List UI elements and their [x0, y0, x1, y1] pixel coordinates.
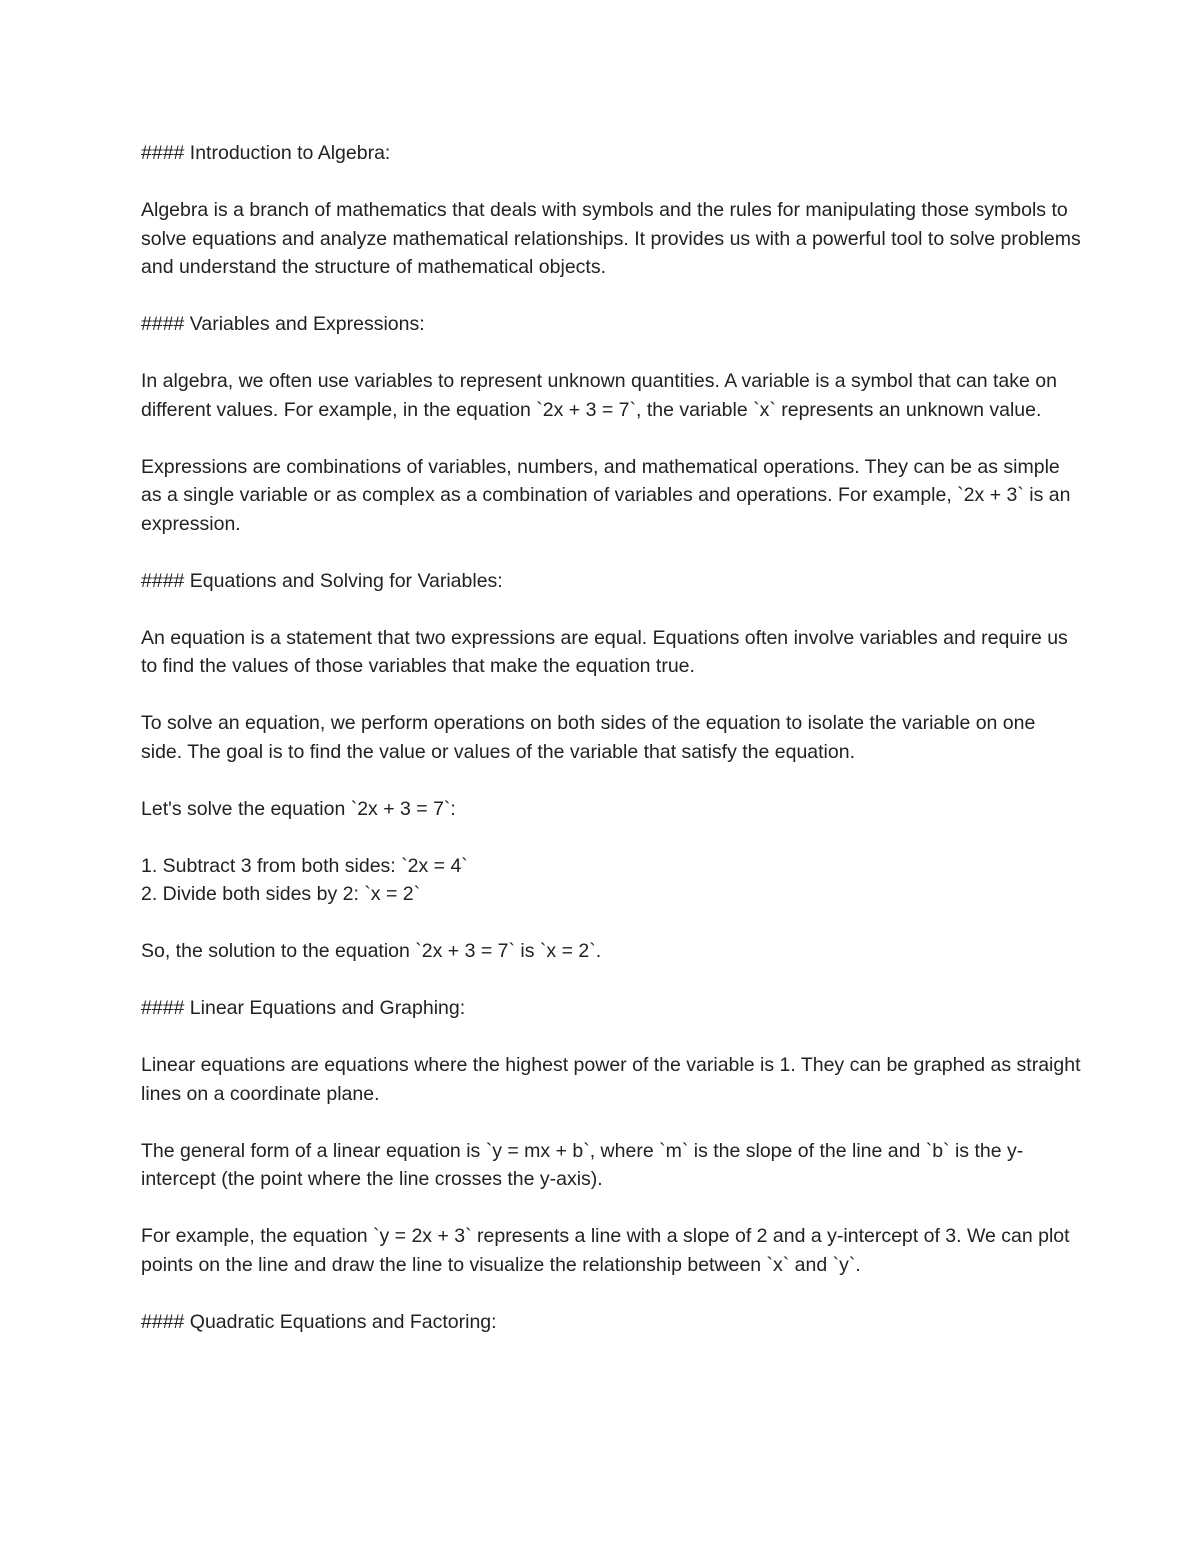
paragraph: Expressions are combinations of variables, numbers, and mathematical operations. They can be as simple as a single variable or as complex as a combination of variables and operations. For example, `2x + 3` is an expression. — [141, 455, 1071, 535]
paragraph: In algebra, we often use variables to represent unknown quantities. A variable is a symbol that can take on different values. For example, in the equation `2x + 3 = 7`, the variable `x` represents an unknown value. — [141, 370, 1057, 421]
paragraph: An equation is a statement that two expressions are equal. Equations often involve variables and require us to find the values of those variables that make the equation true. — [141, 626, 1068, 677]
solution-step: 2. Divide both sides by 2: `x = 2` — [141, 883, 421, 905]
section-heading-linear-equations: #### Linear Equations and Graphing: — [141, 997, 466, 1019]
solution-step: 1. Subtract 3 from both sides: `2x = 4` — [141, 854, 468, 877]
section-heading-equations-solving: #### Equations and Solving for Variables: — [141, 569, 503, 592]
paragraph: The general form of a linear equation is `y = mx + b`, where `m` is the slope of the line and `b` is the y-intercept (the point where the line crosses the y-axis). — [141, 1139, 1024, 1190]
section-heading-variables-expressions: #### Variables and Expressions: — [141, 313, 425, 335]
document-page — [141, 139, 1081, 1365]
section-heading-quadratic-equations: #### Quadratic Equations and Factoring: — [141, 1310, 497, 1333]
paragraph: Let's solve the equation `2x + 3 = 7`: — [141, 797, 456, 820]
paragraph: For example, the equation `y = 2x + 3` represents a line with a slope of 2 and a y-intercept of 3. We can plot points on the line and draw the line to visualize the relationship between `x` and `y`. — [141, 1225, 1070, 1276]
solution-steps-list — [141, 852, 1081, 909]
section-heading-introduction: #### Introduction to Algebra: — [141, 142, 391, 164]
solution-conclusion: So, the solution to the equation `2x + 3 = 7` is `x = 2`. — [141, 940, 602, 962]
paragraph: To solve an equation, we perform operations on both sides of the equation to isolate the variable on one side. The goal is to find the value or values of the variable that satisfy the equation. — [141, 712, 1036, 763]
paragraph: Algebra is a branch of mathematics that deals with symbols and the rules for manipulating those symbols to solve equations and analyze mathematical relationships. It provides us with a powerful tool to solve problems and understand the structure of mathematical objects. — [141, 199, 1081, 278]
paragraph: Linear equations are equations where the highest power of the variable is 1. They can be graphed as straight lines on a coordinate plane. — [141, 1054, 1081, 1105]
